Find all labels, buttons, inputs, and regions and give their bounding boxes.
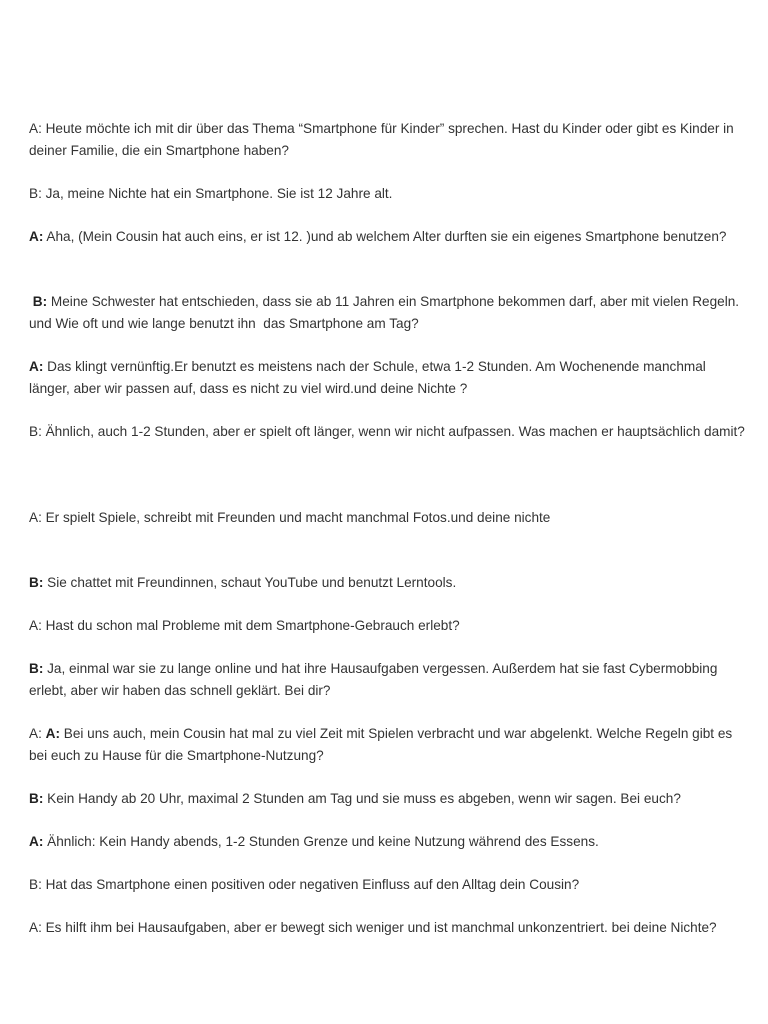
dialogue-line: [29, 615, 745, 637]
speaker-label: B:: [29, 575, 44, 590]
line-text: B: Hat das Smartphone einen positiven oder negativen Einfluss auf den Alltag dein Cousin?: [29, 877, 580, 892]
dialogue-line: [29, 356, 745, 400]
line-text: Sie chattet mit Freundinnen, schaut YouTube und benutzt Lerntools.: [43, 575, 457, 590]
dialogue-line: [29, 788, 745, 810]
dialogue-line: [29, 183, 745, 205]
dialogue-line: [29, 572, 745, 594]
line-text: Kein Handy ab 20 Uhr, maximal 2 Stunden am Tag und sie muss es abgeben, wenn wir sagen. Bei euch?: [43, 791, 681, 806]
speaker-label: B:: [29, 294, 48, 309]
dialogue-line: [29, 658, 745, 702]
speaker-label: A:: [45, 726, 60, 741]
dialogue-line: [29, 723, 745, 767]
line-text: A: Hast du schon mal Probleme mit dem Smartphone-Gebrauch erlebt?: [29, 618, 460, 633]
line-text: Das klingt vernünftig.Er benutzt es meistens nach der Schule, etwa 1-2 Stunden. Am Wochenende manchmal länger, aber wir passen auf, dass es nicht zu viel wird.und deine Nichte ?: [29, 359, 710, 396]
dialogue-line: [29, 421, 745, 443]
dialogue-line: [29, 291, 745, 335]
line-text: Bei uns auch, mein Cousin hat mal zu viel Zeit mit Spielen verbracht und war abgelenkt. Welche Regeln gibt es bei euch zu Hause für die Smartphone-Nutzung?: [29, 726, 736, 763]
line-text: A:: [29, 726, 46, 741]
line-text: B: Ja, meine Nichte hat ein Smartphone. Sie ist 12 Jahre alt.: [29, 186, 393, 201]
dialogue-line: [29, 226, 745, 248]
speaker-label: A:: [29, 359, 44, 374]
speaker-label: A:: [29, 834, 44, 849]
line-text: Ja, einmal war sie zu lange online und hat ihre Hausaufgaben vergessen. Außerdem hat sie fast Cybermobbing erlebt, aber wir haben das schnell geklärt. Bei dir?: [29, 661, 722, 698]
line-text: A: Heute möchte ich mit dir über das Thema “Smartphone für Kinder” sprechen. Hast du Kinder oder gibt es Kinder in deiner Familie, die ein Smartphone haben?: [29, 121, 738, 158]
line-text: A: Es hilft ihm bei Hausaufgaben, aber er bewegt sich weniger und ist manchmal unkonzentriert. bei deine Nichte?: [29, 920, 717, 935]
line-text: Ähnlich: Kein Handy abends, 1-2 Stunden Grenze und keine Nutzung während des Essens.: [43, 834, 599, 849]
line-text: Aha, (Mein Cousin hat auch eins, er ist 12. )und ab welchem Alter durften sie ein eigenes Smartphone benutzen?: [43, 229, 727, 244]
speaker-label: B:: [29, 661, 44, 676]
speaker-label: A:: [29, 229, 44, 244]
speaker-label: B:: [29, 791, 44, 806]
dialogue-line: [29, 118, 745, 162]
dialogue-line: [29, 831, 745, 853]
line-text: Meine Schwester hat entschieden, dass sie ab 11 Jahren ein Smartphone bekommen darf, aber mit vielen Regeln. und Wie oft und wie lange benutzt ihn das Smartphone am Tag?: [29, 294, 743, 331]
line-text: A: Er spielt Spiele, schreibt mit Freunden und macht manchmal Fotos.und deine nichte: [29, 510, 551, 525]
dialogue-line: [29, 917, 745, 939]
dialogue-line: [29, 874, 745, 896]
dialogue-line: [29, 507, 745, 529]
line-text: B: Ähnlich, auch 1-2 Stunden, aber er spielt oft länger, wenn wir nicht aufpassen. Was machen er hauptsächlich damit?: [29, 424, 745, 439]
